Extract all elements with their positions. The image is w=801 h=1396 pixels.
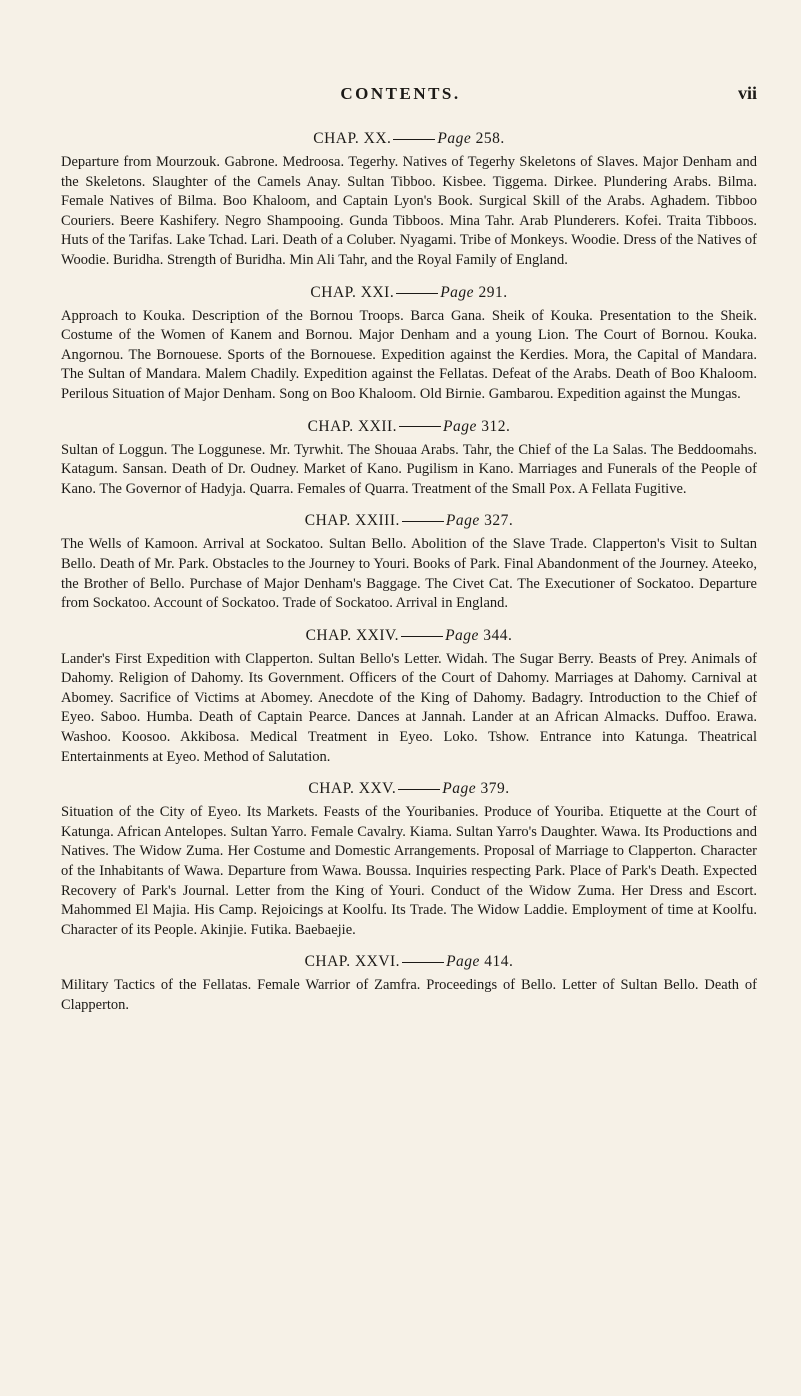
running-title: CONTENTS. — [340, 84, 461, 103]
chapter-page: 258. — [475, 130, 505, 147]
chapter-number: CHAP. XXI. — [310, 283, 395, 301]
chapter-summary: Military Tactics of the Fellatas. Female Warrior of Zamfra. Proceedings of Bello. Letter of Sultan Bello. Death of Clapperton. — [61, 977, 757, 1013]
chapter-summary: Lander's First Expedition with Clapperton. Sultan Bello's Letter. Widah. The Sugar Berry. Beasts of Prey. Animals of Dahomy. Religion of Dahomy. Its Government. Officers of the Court of Dahomy. Marriages at Dahomy. Carnival at Abomey. Sacrifice of Victims at Abomey. Anecdote of the King of Dahomy. Badagry. Introduction to the Chief of Eyeo. Saboo. Humba. Death of Captain Pearce. Dances at Jannah. Lander at an African Almacks. Duffoo. Erawa. Washoo. Koosoo. Akkibosa. Medical Treatment in Eyeo. Loko. Tshow. Entrance into Katunga. Theatrical Entertainments at Eyeo. Method of Salutation. — [61, 650, 757, 765]
chapter-summary: Departure from Mourzouk. Gabrone. Medroosa. Tegerhy. Natives of Tegerhy Skeletons of Slaves. Major Denham and the Skeletons. Slaughter of the Camels Anay. Sultan Tibboo. Kisbee. Tiggema. Dirkee. Plundering Arabs. Bilma. Female Natives of Bilma. Boo Khaloom, and Captain Lyon's Book. Surgical Skill of the Arabs. Aghadem. Tibboo Couriers. Beere Kashifery. Negro Shampooing. Gunda Tibboos. Mina Tahr. Arab Plunderers. Kofei. Traita Tibboos. Huts of the Tarifas. Lake Tchad. Lari. Death of a Coluber. Nyagami. Tribe of Monkeys. Woodie. Dress of the Natives of Woodie. Buridha. Strength of Buridha. Min Ali Tahr, and the Royal Family of England. — [61, 154, 757, 268]
page-number: vii — [737, 83, 757, 103]
chapter-heading — [61, 626, 757, 646]
page-label: Page — [445, 512, 480, 530]
dash-rule — [401, 636, 443, 637]
page-label: Page — [445, 626, 479, 644]
chapter-xxv — [61, 779, 757, 940]
contents-list — [61, 129, 757, 1028]
chapter-page: 327. — [484, 512, 514, 530]
chapter-summary: Situation of the City of Eyeo. Its Markets. Feasts of the Youribanies. Produce of Youriba. Etiquette at the Court of Katunga. African Antelopes. Sultan Yarro. Female Cavalry. Kiama. Sultan Yarro's Daughter. Wawa. Its Productions and Natives. The Widow Zuma. Her Costume and Domestic Arrangements. Proposal of Marriage to Clapperton. Character of the Inhabitants of Wawa. Departure from Wawa. Boussa. Inquiries respecting Park. Place of Park's Death. Expected Recovery of Park's Journal. Letter from the King of Youri. Conduct of the Widow Zuma. Her Dress and Escort. Mahommed El Majia. His Camp. Rejoicings at Koolfu. Its Trade. The Widow Laddie. Employment of time at Koolfu. Character of its People. Akinjie. Futika. Baebaejie. — [61, 804, 757, 938]
chapter-heading — [61, 779, 757, 799]
chapter-xxiii — [61, 511, 757, 613]
page-label: Page — [440, 283, 475, 301]
chapter-xx — [61, 129, 757, 271]
chapter-page: 344. — [483, 626, 513, 644]
chapter-page: 414. — [484, 953, 514, 971]
chapter-page: 291. — [478, 283, 508, 301]
running-head — [0, 84, 801, 110]
dash-rule — [402, 521, 444, 522]
chapter-xxi — [61, 283, 757, 405]
chapter-number: CHAP. XX. — [313, 130, 392, 147]
page-label: Page — [437, 130, 472, 147]
dash-rule — [393, 139, 435, 140]
dash-rule — [399, 426, 441, 427]
chapter-number: CHAP. XXIV. — [305, 626, 400, 644]
chapter-xxvi — [61, 952, 757, 1015]
chapter-number: CHAP. XXV. — [308, 780, 397, 798]
chapter-page: 379. — [480, 780, 510, 798]
page-label: Page — [446, 953, 480, 971]
chapter-number: CHAP. XXII. — [307, 417, 398, 435]
chapter-page: 312. — [481, 417, 511, 435]
chapter-number: CHAP. XXVI. — [304, 953, 401, 971]
page-label: Page — [442, 780, 477, 798]
chapter-heading — [61, 417, 757, 437]
chapter-heading — [61, 511, 757, 531]
chapter-number: CHAP. XXIII. — [304, 512, 400, 530]
chapter-heading — [61, 952, 757, 972]
chapter-xxiv — [61, 626, 757, 768]
chapter-summary: Sultan of Loggun. The Loggunese. Mr. Tyrwhit. The Shouaa Arabs. Tahr, the Chief of the La Salas. The Beddoomahs. Katagum. Sansan. Death of Dr. Oudney. Market of Kano. Pugilism in Kano. Marriages and Funerals of the People of Kano. The Governor of Hadyja. Quarra. Females of Quarra. Treatment of the Small Pox. A Fellata Fugitive. — [61, 441, 757, 497]
chapter-summary: The Wells of Kamoon. Arrival at Sockatoo. Sultan Bello. Abolition of the Slave Trade. Clapperton's Visit to Sultan Bello. Death of Mr. Park. Obstacles to the Journey to Youri. Books of Park. Final Abandonment of the Journey. Ateeko, the Brother of Bello. Purchase of Major Denham's Baggage. The Civet Cat. The Executioner of Sockatoo. Departure from Sockatoo. Account of Sockatoo. Trade of Sockatoo. Arrival in England. — [61, 536, 757, 612]
dash-rule — [396, 293, 438, 294]
chapter-xxii — [61, 417, 757, 500]
page-label: Page — [443, 417, 477, 435]
chapter-summary: Approach to Kouka. Description of the Bornou Troops. Barca Gana. Sheik of Kouka. Presentation to the Sheik. Costume of the Women of Kanem and Bornou. Major Denham and a young Lion. The Court of Bornou. Kouka. Angornou. The Bornouese. Sports of the Bornouese. Expedition against the Kerdies. Mora, the Capital of Mandara. The Sultan of Mandara. Malem Chadily. Expedition against the Fellatas. Defeat of the Arabs. Death of Boo Khaloom. Perilous Situation of Major Denham. Song on Boo Khaloom. Old Birnie. Gambarou. Expedition against the Mungas. — [61, 307, 757, 402]
dash-rule — [402, 962, 444, 963]
chapter-heading — [61, 129, 757, 149]
dash-rule — [398, 789, 440, 790]
chapter-heading — [61, 283, 757, 303]
